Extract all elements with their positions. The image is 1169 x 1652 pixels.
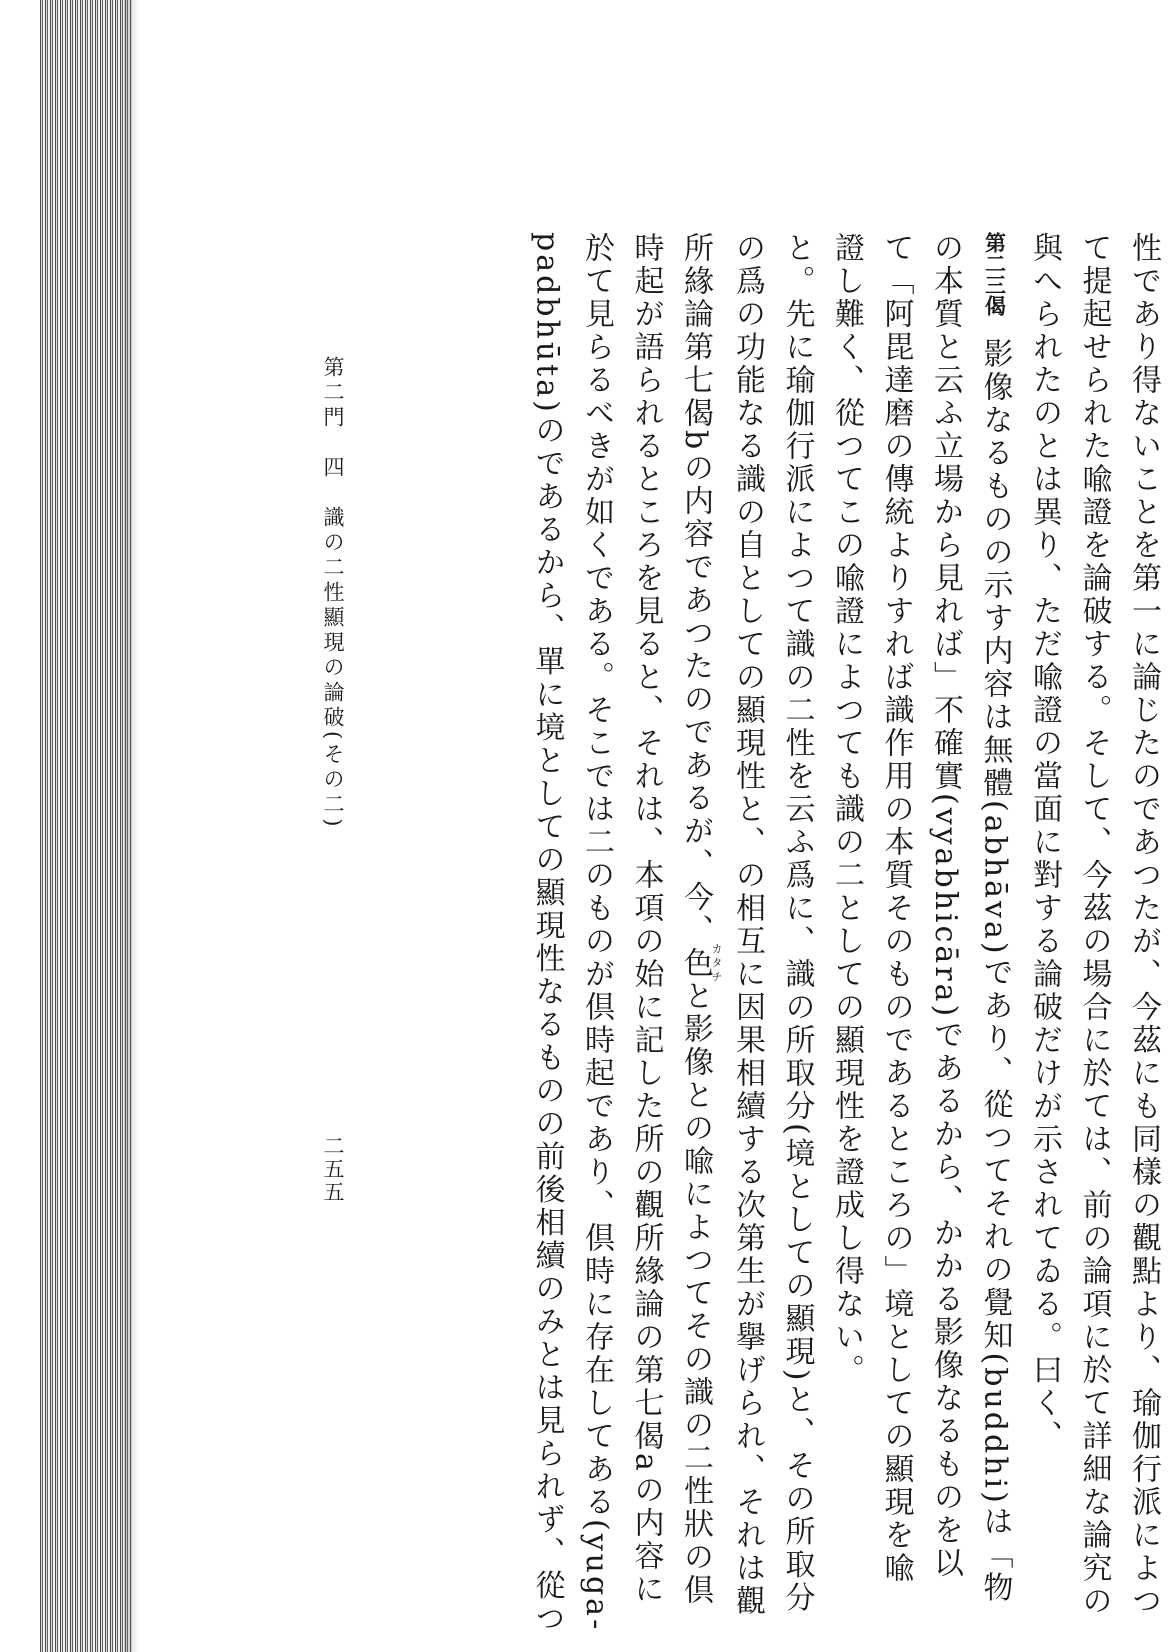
verse-text-1: 影像なるものの示す内容は無體(abhāva)であり、從つてそれの覺知(buddhi)は「物: [977, 338, 1013, 1605]
book-spine-shadow: [40, 0, 132, 1652]
text-line-9: の爲の功能なる識の自としての顯現性と、の相互に因果相續する次第生が擧げられ、それは觀: [730, 232, 765, 1618]
text-line-5: の本質と云ふ立場から見れば」不確實(vyabhicāra)であるから、かかる影像なるものを以: [928, 232, 963, 1581]
text-line-13: padbhūta)のであるから、單に境としての顯現性なるものの前後相續のみとは見られず、從つ: [529, 232, 565, 1636]
verse-label: 第二三偈: [982, 232, 1008, 316]
running-head: 第二門 四 識の二性顯現の論破(その二): [321, 356, 345, 831]
text-line-7: 證し難く、從つてこの喩證によつても識の二としての顯現性を證成し得ない。: [829, 232, 864, 1387]
text-line-3: 與へられたのとは異り、ただ喩證の當面に對する論破だけが示されてゐる。曰く、: [1027, 232, 1062, 1453]
text-line-12: 於て見らるべきが如くである。そこでは二のものが倶時起であり、倶時に存在してある(yuga-: [579, 232, 614, 1633]
text-line-2: て提起せられた喩證を論破する。そして、今茲の場合に於ては、前の論項に於て詳細な論究の: [1076, 232, 1112, 1618]
text-line-6: て「阿毘達磨の傳統よりすれば識作用の本質そのものであるところの」境としての顯現を喩: [878, 232, 914, 1585]
gutter-fade: [124, 0, 140, 1652]
ruby-text: カタチ: [710, 942, 723, 985]
verse-line-1: [970, 232, 1020, 1605]
text-line-11: 時起が語られるところを見ると、それは、本項の始に記した所の觀所緣論の第七偈aの内容に: [628, 232, 664, 1606]
text-line-1: 性であり得ないことを第一に論じたのであつたが、今茲にも同樣の觀點より、瑜伽行派によつ: [1126, 232, 1161, 1618]
text-line-10: 所緣論第七偈bの内容であつたのであるが、今、色カタチと影像との喩によつてその識の二性狀の倶: [678, 232, 723, 1608]
vertical-body-text: [378, 232, 1168, 1636]
text-line-8: と。先に瑜伽行派によつて識の二性を云ふ爲に、識の所取分(境としての顯現)と、その所取分: [779, 232, 815, 1615]
ruby-annotation: 色カタチ: [678, 942, 723, 985]
page-number: 二五五: [321, 1135, 345, 1204]
